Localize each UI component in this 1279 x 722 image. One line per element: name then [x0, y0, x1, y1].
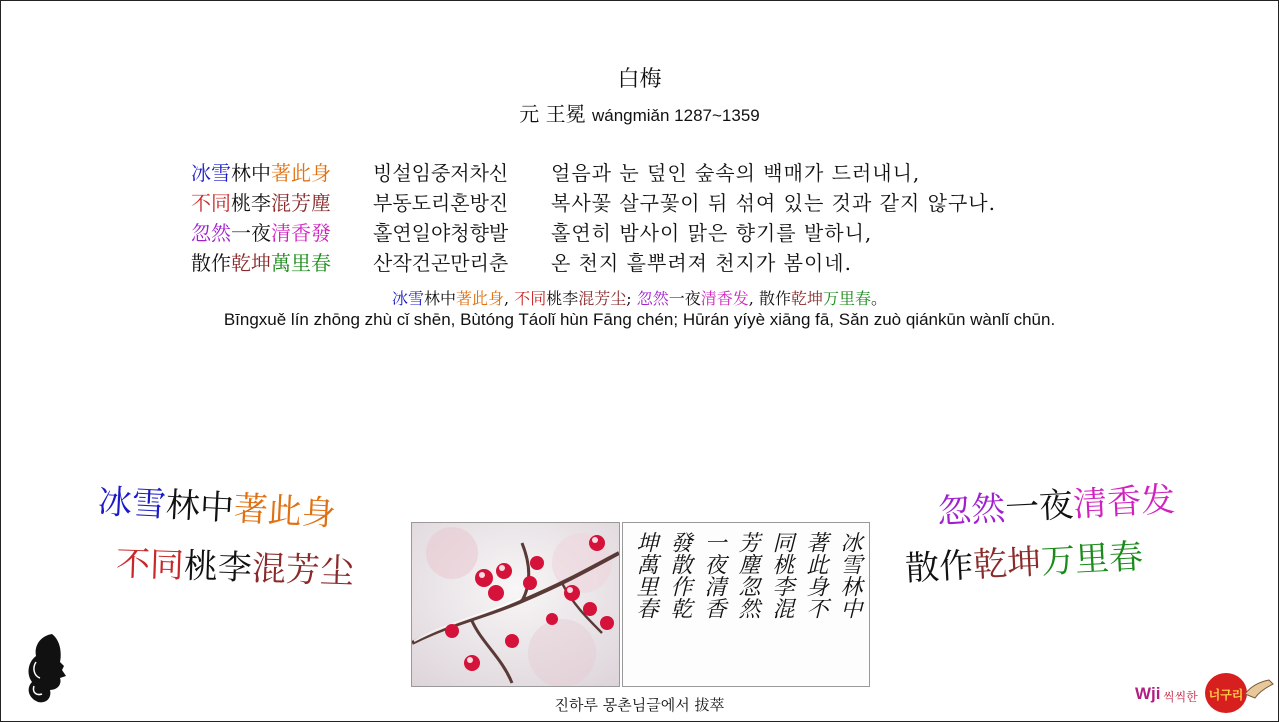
summary-seg: 著此身: [456, 289, 505, 308]
author-roman: wángmiǎn 1287~1359: [591, 106, 760, 125]
hanja-seg: 乾坤: [231, 251, 271, 275]
summary-seg: 冰雪: [391, 289, 424, 308]
summary-seg: 林中: [424, 289, 457, 308]
callig-column: 芳塵忽然: [735, 531, 760, 619]
big-seg: 一夜: [1004, 485, 1075, 529]
summary-seg: 散作: [758, 289, 791, 308]
brand-wji: Wji: [1135, 684, 1161, 703]
hanja-seg: 混芳塵: [271, 191, 331, 215]
image-caption: 진하루 몽촌님글에서 拔萃: [554, 696, 725, 714]
brand-logo: [1135, 670, 1277, 716]
hanja-seg: 清香發: [271, 221, 331, 245]
poem-title: 白梅: [617, 67, 662, 92]
big-seg: 林中: [164, 485, 235, 529]
callig-column: 同桃李混: [769, 531, 794, 619]
woman-silhouette-icon: [22, 632, 72, 704]
big-verse-2: [115, 536, 355, 593]
poem-line: [191, 248, 996, 278]
brand-korean: 씩씩한: [1163, 690, 1198, 704]
poem-reading: 산작건곤만리춘: [373, 251, 509, 275]
poem-meaning: 복사꽃 살구꽃이 뒤 섞여 있는 것과 같지 않구나.: [551, 191, 996, 215]
author-name: 元 王冕: [519, 102, 586, 126]
hanja-seg: 萬里春: [271, 251, 331, 275]
summary-seg: ,: [504, 289, 515, 308]
summary-seg: 忽然: [636, 289, 669, 308]
summary-seg: 不同: [514, 289, 547, 308]
summary-seg: 。: [871, 289, 888, 308]
brand-badge-text: 너구리: [1208, 688, 1244, 702]
poem-hanja: [191, 248, 373, 278]
hanja-seg: 散作: [191, 251, 231, 275]
poem-hanja: [191, 158, 373, 188]
hand-icon: [1243, 676, 1275, 704]
callig-column: 發散作乾: [667, 531, 692, 619]
summary-seg: 桃李: [546, 289, 579, 308]
big-seg: 清香发: [1072, 479, 1177, 526]
summary-seg: ;: [626, 289, 637, 308]
callig-column: 冰雪林中: [837, 531, 862, 619]
big-seg: 乾坤: [972, 542, 1043, 586]
hanja-seg: 林中: [231, 161, 271, 185]
poem-block: [191, 158, 996, 278]
big-seg: 不同: [115, 543, 185, 587]
big-seg: 冰雪: [96, 481, 167, 526]
hanja-seg: 著此身: [271, 161, 331, 185]
big-seg: 万里春: [1040, 536, 1145, 583]
poem-reading: 홀연일야청향발: [373, 221, 509, 245]
summary-seg: 清香发: [700, 289, 749, 308]
big-seg: 散作: [904, 545, 975, 590]
hanja-seg: 冰雪: [191, 161, 231, 185]
big-seg: 混芳尘: [251, 548, 355, 593]
poem-line: [191, 188, 996, 218]
poem-hanja: [191, 188, 373, 218]
summary-seg: 万里春: [822, 289, 871, 308]
summary-seg: 一夜: [668, 289, 701, 308]
big-seg: 忽然: [936, 488, 1007, 533]
poem-line: [191, 158, 996, 188]
hanja-seg: 忽然: [191, 221, 231, 245]
plum-blossom-image: [412, 523, 619, 686]
callig-column: 著此身不: [803, 531, 828, 619]
calligraphy-panel: [622, 522, 870, 687]
poem-meaning: 온 천지 흩뿌려져 천지가 봄이네.: [551, 251, 852, 275]
poem-hanja: [191, 218, 373, 248]
poem-pinyin: Bīngxuě lín zhōng zhù cǐ shēn, Bùtóng Táolǐ hùn Fāng chén; Hūrán yíyè xiāng fā, Sǎn zuò qiánkūn wànlǐ chūn.: [223, 310, 1056, 329]
callig-column: 一夜清香: [701, 531, 726, 619]
poem-author: [0, 98, 1279, 127]
hanja-seg: 一夜: [231, 221, 271, 245]
poem-reading: 부동도리혼방진: [373, 191, 509, 215]
poem-meaning: 홀연히 밤사이 맑은 향기를 발하니,: [551, 221, 873, 245]
poem-meaning: 얼음과 눈 덮인 숲속의 백매가 드러내니,: [551, 161, 921, 185]
poem-line: [191, 218, 996, 248]
summary-seg: ,: [748, 289, 759, 308]
plum-blossom-photo: [411, 522, 620, 687]
big-seg: 著此身: [232, 488, 337, 535]
poem-summary: [0, 286, 1279, 309]
callig-column: 坤萬里春: [633, 531, 658, 619]
big-seg: 桃李: [183, 546, 253, 589]
summary-seg: 混芳尘: [578, 289, 627, 308]
hanja-seg: 不同: [191, 191, 231, 215]
hanja-seg: 桃李: [231, 191, 271, 215]
summary-seg: 乾坤: [790, 289, 823, 308]
poem-reading: 빙설임중저차신: [373, 161, 509, 185]
